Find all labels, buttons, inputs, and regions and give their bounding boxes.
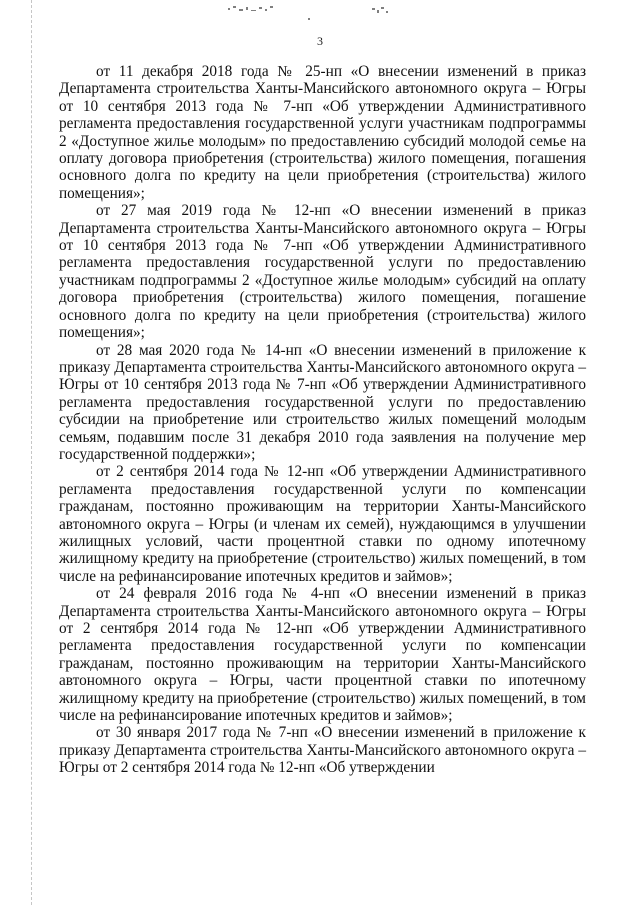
paragraph-order-2018-25np: от 11 декабря 2018 года № 25-нп «О внесении изменений в приказ Департамента строительства Ханты-Мансийского автономного округа – Югры от 10 сентября 2013 года № 7-нп «Об утверждении Административного регламента предоставления государственной услуги участникам подпрограммы 2 «Доступное жилье молодым» по предоставлению субсидий молодой семье на оплату договора приобретения (строительства) жилого помещения, погашения основного долга по кредиту на цели приобретения (строительства) жилого помещения»; bbox=[59, 63, 586, 202]
document-body bbox=[59, 63, 586, 777]
paragraph-order-2017-7np: от 30 января 2017 года № 7-нп «О внесении изменений в приложение к приказу Департамента строительства Ханты-Мансийского автономного округа – Югры от 2 сентября 2014 года № 12-нп «Об утверждении bbox=[59, 724, 586, 777]
paragraph-order-2014-12np: от 2 сентября 2014 года № 12-нп «Об утверждении Административного регламента предоставления государственной услуги по компенсации гражданам, постоянно проживающим на территории Ханты-Мансийского автономного округа – Югры (и членам их семей), нуждающимся в улучшении жилищных условий, части процентной ставки по одному ипотечному жилищному кредиту на приобретение (строительство) жилых помещений, в том числе на рефинансирование ипотечных кредитов и займов»; bbox=[59, 463, 586, 585]
paragraph-order-2019-12np: от 27 мая 2019 года № 12-нп «О внесении изменений в приказ Департамента строительства Ханты-Мансийского автономного округа – Югры от 10 сентября 2013 года № 7-нп «Об утверждении Административного регламента предоставления государственной услуги по предоставлению участникам подпрограммы 2 «Доступное жилье молодым» субсидий на оплату договора приобретения (строительства) жилого помещения, погашение основного долга по кредиту на цели приобретения (строительства) жилого помещения»; bbox=[59, 202, 586, 342]
paragraph-order-2016-4np: от 24 февраля 2016 года № 4-нп «О внесении изменений в приказ Департамента строительства Ханты-Мансийского автономного округа – Югры от 2 сентября 2014 года № 12-нп «Об утверждении Административного регламента предоставления государственной услуги по компенсации гражданам, постоянно проживающим на территории Ханты-Мансийского автономного округа – Югры, части процентной ставки по ипотечному жилищному кредиту на приобретение (строительство) жилых помещений, в том числе на рефинансирование ипотечных кредитов и займов»; bbox=[59, 585, 586, 725]
scan-margin-line bbox=[31, 0, 33, 905]
page-number: 3 bbox=[317, 34, 323, 48]
scan-artifact-marks bbox=[0, 2, 640, 22]
paragraph-order-2020-14np: от 28 мая 2020 года № 14-нп «О внесении изменений в приложение к приказу Департамента строительства Ханты-Мансийского автономного округа – Югры от 10 сентября 2013 года № 7-нп «Об утверждении Административного регламента предоставления государственной услуги по предоставлению субсидии на приобретение или строительство жилых помещений молодым семьям, подавшим после 31 декабря 2010 года заявления на получение мер государственной поддержки»; bbox=[59, 341, 586, 463]
